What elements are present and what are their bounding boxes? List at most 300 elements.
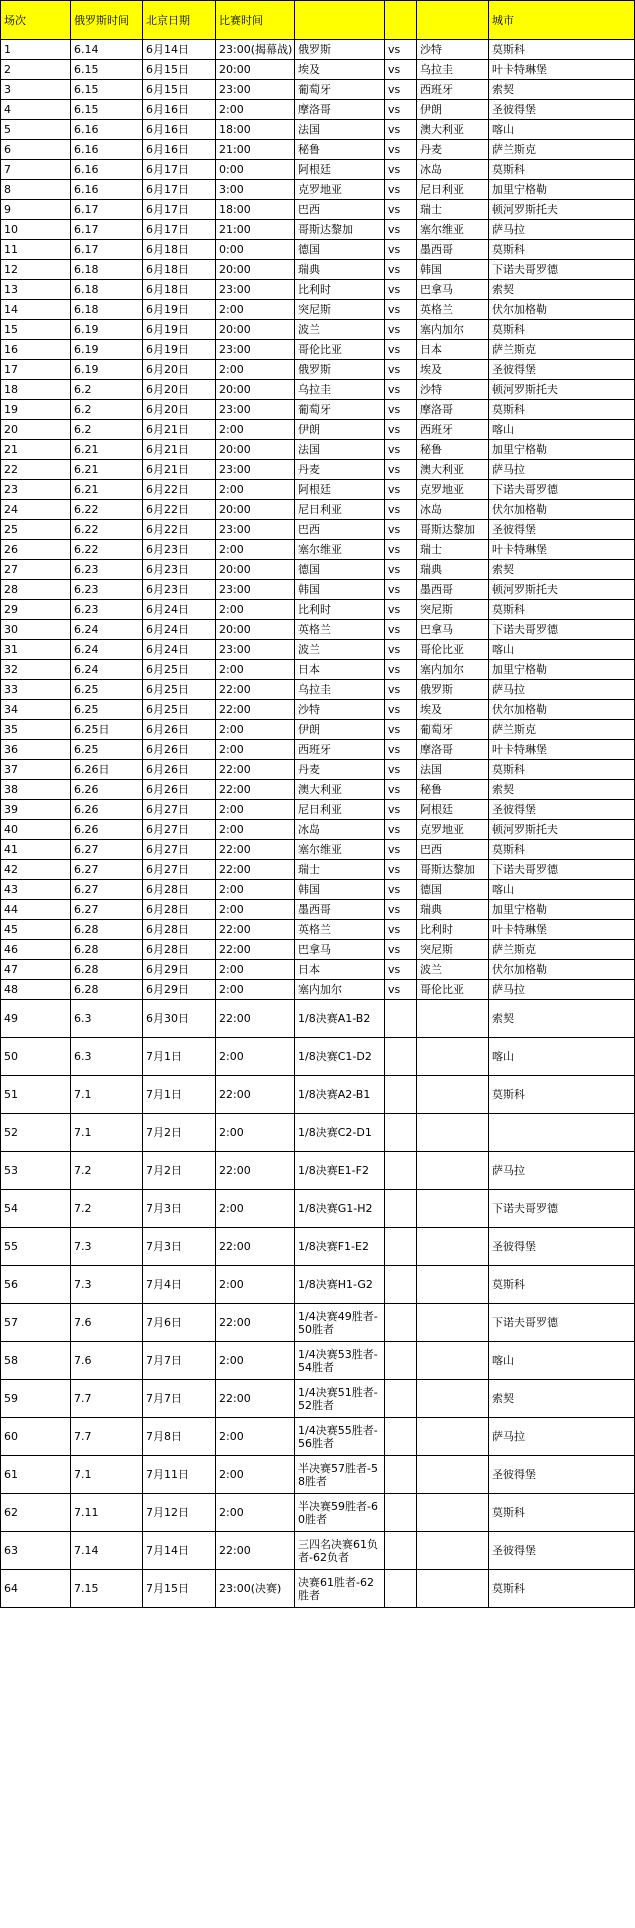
away-team-cell[interactable]: 哥伦比亚: [417, 640, 489, 660]
kickoff-time-cell[interactable]: 23:00: [216, 80, 295, 100]
russia-date-cell[interactable]: 6.26: [71, 820, 143, 840]
kickoff-time-cell[interactable]: 23:00: [216, 640, 295, 660]
vs-cell[interactable]: vs: [385, 240, 417, 260]
city-cell[interactable]: 萨兰斯克: [489, 140, 635, 160]
kickoff-time-cell[interactable]: 23:00: [216, 340, 295, 360]
away-team-cell[interactable]: 沙特: [417, 40, 489, 60]
beijing-date-cell[interactable]: 6月20日: [143, 400, 216, 420]
home-team-cell[interactable]: 哥伦比亚: [295, 340, 385, 360]
header-cell[interactable]: 城市: [489, 1, 635, 40]
home-team-cell[interactable]: 1/8决赛G1-H2: [295, 1190, 385, 1228]
kickoff-time-cell[interactable]: 22:00: [216, 1532, 295, 1570]
city-cell[interactable]: 圣彼得堡: [489, 800, 635, 820]
match-number-cell[interactable]: 33: [1, 680, 71, 700]
kickoff-time-cell[interactable]: 2:00: [216, 820, 295, 840]
kickoff-time-cell[interactable]: 20:00: [216, 380, 295, 400]
city-cell[interactable]: 顿河罗斯托夫: [489, 200, 635, 220]
home-team-cell[interactable]: 波兰: [295, 320, 385, 340]
vs-cell[interactable]: vs: [385, 340, 417, 360]
beijing-date-cell[interactable]: 6月18日: [143, 260, 216, 280]
russia-date-cell[interactable]: 7.11: [71, 1494, 143, 1532]
away-team-cell[interactable]: 墨西哥: [417, 580, 489, 600]
russia-date-cell[interactable]: 6.23: [71, 600, 143, 620]
kickoff-time-cell[interactable]: 2:00: [216, 900, 295, 920]
away-team-cell[interactable]: 西班牙: [417, 80, 489, 100]
kickoff-time-cell[interactable]: 20:00: [216, 260, 295, 280]
beijing-date-cell[interactable]: 6月20日: [143, 380, 216, 400]
russia-date-cell[interactable]: 7.7: [71, 1418, 143, 1456]
home-team-cell[interactable]: 阿根廷: [295, 480, 385, 500]
away-team-cell[interactable]: 墨西哥: [417, 240, 489, 260]
vs-cell[interactable]: [385, 1114, 417, 1152]
russia-date-cell[interactable]: 6.21: [71, 440, 143, 460]
russia-date-cell[interactable]: 6.15: [71, 60, 143, 80]
header-cell[interactable]: [417, 1, 489, 40]
beijing-date-cell[interactable]: 6月21日: [143, 460, 216, 480]
away-team-cell[interactable]: 波兰: [417, 960, 489, 980]
russia-date-cell[interactable]: 7.3: [71, 1228, 143, 1266]
home-team-cell[interactable]: 澳大利亚: [295, 780, 385, 800]
russia-date-cell[interactable]: 6.28: [71, 920, 143, 940]
city-cell[interactable]: 莫斯科: [489, 160, 635, 180]
beijing-date-cell[interactable]: 6月19日: [143, 320, 216, 340]
home-team-cell[interactable]: 冰岛: [295, 820, 385, 840]
kickoff-time-cell[interactable]: 2:00: [216, 540, 295, 560]
city-cell[interactable]: 叶卡特琳堡: [489, 920, 635, 940]
beijing-date-cell[interactable]: 7月3日: [143, 1228, 216, 1266]
vs-cell[interactable]: vs: [385, 40, 417, 60]
home-team-cell[interactable]: 英格兰: [295, 920, 385, 940]
kickoff-time-cell[interactable]: 2:00: [216, 660, 295, 680]
beijing-date-cell[interactable]: 6月22日: [143, 500, 216, 520]
match-number-cell[interactable]: 38: [1, 780, 71, 800]
away-team-cell[interactable]: [417, 1418, 489, 1456]
vs-cell[interactable]: [385, 1266, 417, 1304]
kickoff-time-cell[interactable]: 2:00: [216, 1190, 295, 1228]
vs-cell[interactable]: vs: [385, 180, 417, 200]
vs-cell[interactable]: [385, 1342, 417, 1380]
beijing-date-cell[interactable]: 7月2日: [143, 1152, 216, 1190]
beijing-date-cell[interactable]: 7月15日: [143, 1570, 216, 1608]
city-cell[interactable]: 喀山: [489, 880, 635, 900]
beijing-date-cell[interactable]: 6月22日: [143, 520, 216, 540]
away-team-cell[interactable]: [417, 1114, 489, 1152]
home-team-cell[interactable]: 1/4决赛51胜者-52胜者: [295, 1380, 385, 1418]
kickoff-time-cell[interactable]: 18:00: [216, 120, 295, 140]
home-team-cell[interactable]: 比利时: [295, 600, 385, 620]
beijing-date-cell[interactable]: 6月29日: [143, 960, 216, 980]
match-number-cell[interactable]: 11: [1, 240, 71, 260]
away-team-cell[interactable]: 塞内加尔: [417, 320, 489, 340]
home-team-cell[interactable]: 尼日利亚: [295, 500, 385, 520]
kickoff-time-cell[interactable]: 23:00: [216, 580, 295, 600]
home-team-cell[interactable]: 1/8决赛H1-G2: [295, 1266, 385, 1304]
russia-date-cell[interactable]: 6.28: [71, 940, 143, 960]
home-team-cell[interactable]: 德国: [295, 240, 385, 260]
kickoff-time-cell[interactable]: 0:00: [216, 160, 295, 180]
beijing-date-cell[interactable]: 6月21日: [143, 440, 216, 460]
city-cell[interactable]: 索契: [489, 1380, 635, 1418]
away-team-cell[interactable]: 瑞士: [417, 200, 489, 220]
match-number-cell[interactable]: 17: [1, 360, 71, 380]
city-cell[interactable]: 萨兰斯克: [489, 720, 635, 740]
vs-cell[interactable]: vs: [385, 80, 417, 100]
city-cell[interactable]: 萨马拉: [489, 1418, 635, 1456]
kickoff-time-cell[interactable]: 22:00: [216, 920, 295, 940]
home-team-cell[interactable]: 秘鲁: [295, 140, 385, 160]
away-team-cell[interactable]: [417, 1570, 489, 1608]
home-team-cell[interactable]: 葡萄牙: [295, 80, 385, 100]
home-team-cell[interactable]: 乌拉圭: [295, 680, 385, 700]
home-team-cell[interactable]: 俄罗斯: [295, 40, 385, 60]
vs-cell[interactable]: vs: [385, 160, 417, 180]
kickoff-time-cell[interactable]: 23:00: [216, 280, 295, 300]
match-number-cell[interactable]: 14: [1, 300, 71, 320]
russia-date-cell[interactable]: 6.27: [71, 900, 143, 920]
city-cell[interactable]: 加里宁格勒: [489, 900, 635, 920]
home-team-cell[interactable]: 乌拉圭: [295, 380, 385, 400]
kickoff-time-cell[interactable]: 2:00: [216, 300, 295, 320]
city-cell[interactable]: 下诺夫哥罗德: [489, 1304, 635, 1342]
russia-date-cell[interactable]: 7.14: [71, 1532, 143, 1570]
russia-date-cell[interactable]: 6.23: [71, 580, 143, 600]
russia-date-cell[interactable]: 6.27: [71, 880, 143, 900]
kickoff-time-cell[interactable]: 20:00: [216, 440, 295, 460]
match-number-cell[interactable]: 34: [1, 700, 71, 720]
city-cell[interactable]: 莫斯科: [489, 760, 635, 780]
match-number-cell[interactable]: 15: [1, 320, 71, 340]
vs-cell[interactable]: vs: [385, 980, 417, 1000]
russia-date-cell[interactable]: 7.6: [71, 1342, 143, 1380]
match-number-cell[interactable]: 56: [1, 1266, 71, 1304]
beijing-date-cell[interactable]: 6月15日: [143, 80, 216, 100]
beijing-date-cell[interactable]: 6月24日: [143, 640, 216, 660]
city-cell[interactable]: 莫斯科: [489, 320, 635, 340]
kickoff-time-cell[interactable]: 22:00: [216, 1228, 295, 1266]
russia-date-cell[interactable]: 6.17: [71, 220, 143, 240]
vs-cell[interactable]: [385, 1380, 417, 1418]
match-number-cell[interactable]: 54: [1, 1190, 71, 1228]
match-number-cell[interactable]: 43: [1, 880, 71, 900]
home-team-cell[interactable]: 1/4决赛55胜者-56胜者: [295, 1418, 385, 1456]
match-number-cell[interactable]: 40: [1, 820, 71, 840]
city-cell[interactable]: 莫斯科: [489, 1494, 635, 1532]
match-number-cell[interactable]: 63: [1, 1532, 71, 1570]
russia-date-cell[interactable]: 6.28: [71, 960, 143, 980]
away-team-cell[interactable]: 法国: [417, 760, 489, 780]
vs-cell[interactable]: vs: [385, 520, 417, 540]
header-cell[interactable]: 俄罗斯时间: [71, 1, 143, 40]
city-cell[interactable]: 索契: [489, 1000, 635, 1038]
beijing-date-cell[interactable]: 7月2日: [143, 1114, 216, 1152]
home-team-cell[interactable]: 三四名决赛61负者-62负者: [295, 1532, 385, 1570]
city-cell[interactable]: 下诺夫哥罗德: [489, 260, 635, 280]
match-number-cell[interactable]: 1: [1, 40, 71, 60]
beijing-date-cell[interactable]: 6月21日: [143, 420, 216, 440]
russia-date-cell[interactable]: 6.24: [71, 620, 143, 640]
match-number-cell[interactable]: 57: [1, 1304, 71, 1342]
kickoff-time-cell[interactable]: 22:00: [216, 860, 295, 880]
kickoff-time-cell[interactable]: 2:00: [216, 360, 295, 380]
home-team-cell[interactable]: 1/8决赛A2-B1: [295, 1076, 385, 1114]
match-number-cell[interactable]: 13: [1, 280, 71, 300]
kickoff-time-cell[interactable]: 2:00: [216, 1038, 295, 1076]
city-cell[interactable]: 莫斯科: [489, 1076, 635, 1114]
vs-cell[interactable]: vs: [385, 460, 417, 480]
russia-date-cell[interactable]: 6.19: [71, 360, 143, 380]
russia-date-cell[interactable]: 6.25: [71, 700, 143, 720]
match-number-cell[interactable]: 27: [1, 560, 71, 580]
away-team-cell[interactable]: [417, 1304, 489, 1342]
match-number-cell[interactable]: 3: [1, 80, 71, 100]
vs-cell[interactable]: vs: [385, 740, 417, 760]
russia-date-cell[interactable]: 6.21: [71, 480, 143, 500]
vs-cell[interactable]: vs: [385, 200, 417, 220]
vs-cell[interactable]: vs: [385, 540, 417, 560]
match-number-cell[interactable]: 26: [1, 540, 71, 560]
vs-cell[interactable]: vs: [385, 420, 417, 440]
city-cell[interactable]: 下诺夫哥罗德: [489, 480, 635, 500]
away-team-cell[interactable]: [417, 1152, 489, 1190]
russia-date-cell[interactable]: 6.25: [71, 740, 143, 760]
home-team-cell[interactable]: 1/8决赛C2-D1: [295, 1114, 385, 1152]
home-team-cell[interactable]: 尼日利亚: [295, 800, 385, 820]
city-cell[interactable]: 叶卡特琳堡: [489, 740, 635, 760]
beijing-date-cell[interactable]: 6月19日: [143, 300, 216, 320]
home-team-cell[interactable]: 决赛61胜者-62胜者: [295, 1570, 385, 1608]
kickoff-time-cell[interactable]: 3:00: [216, 180, 295, 200]
match-number-cell[interactable]: 62: [1, 1494, 71, 1532]
beijing-date-cell[interactable]: 6月16日: [143, 120, 216, 140]
away-team-cell[interactable]: 阿根廷: [417, 800, 489, 820]
away-team-cell[interactable]: 德国: [417, 880, 489, 900]
vs-cell[interactable]: vs: [385, 900, 417, 920]
city-cell[interactable]: 伏尔加格勒: [489, 300, 635, 320]
kickoff-time-cell[interactable]: 2:00: [216, 600, 295, 620]
city-cell[interactable]: 叶卡特琳堡: [489, 540, 635, 560]
away-team-cell[interactable]: 丹麦: [417, 140, 489, 160]
kickoff-time-cell[interactable]: 22:00: [216, 1152, 295, 1190]
vs-cell[interactable]: [385, 1418, 417, 1456]
match-number-cell[interactable]: 12: [1, 260, 71, 280]
russia-date-cell[interactable]: 7.15: [71, 1570, 143, 1608]
vs-cell[interactable]: vs: [385, 140, 417, 160]
beijing-date-cell[interactable]: 6月17日: [143, 180, 216, 200]
match-number-cell[interactable]: 28: [1, 580, 71, 600]
beijing-date-cell[interactable]: 7月7日: [143, 1380, 216, 1418]
kickoff-time-cell[interactable]: 22:00: [216, 1076, 295, 1114]
kickoff-time-cell[interactable]: 22:00: [216, 780, 295, 800]
away-team-cell[interactable]: 瑞典: [417, 900, 489, 920]
city-cell[interactable]: 圣彼得堡: [489, 360, 635, 380]
city-cell[interactable]: 加里宁格勒: [489, 660, 635, 680]
away-team-cell[interactable]: 埃及: [417, 360, 489, 380]
beijing-date-cell[interactable]: 6月27日: [143, 800, 216, 820]
away-team-cell[interactable]: 克罗地亚: [417, 480, 489, 500]
russia-date-cell[interactable]: 6.2: [71, 380, 143, 400]
home-team-cell[interactable]: 塞内加尔: [295, 980, 385, 1000]
home-team-cell[interactable]: 克罗地亚: [295, 180, 385, 200]
russia-date-cell[interactable]: 6.2: [71, 420, 143, 440]
beijing-date-cell[interactable]: 6月28日: [143, 940, 216, 960]
kickoff-time-cell[interactable]: 2:00: [216, 980, 295, 1000]
match-number-cell[interactable]: 46: [1, 940, 71, 960]
match-number-cell[interactable]: 44: [1, 900, 71, 920]
match-number-cell[interactable]: 58: [1, 1342, 71, 1380]
russia-date-cell[interactable]: 6.25: [71, 680, 143, 700]
russia-date-cell[interactable]: 6.16: [71, 120, 143, 140]
beijing-date-cell[interactable]: 6月26日: [143, 780, 216, 800]
vs-cell[interactable]: vs: [385, 400, 417, 420]
vs-cell[interactable]: [385, 1076, 417, 1114]
beijing-date-cell[interactable]: 6月15日: [143, 60, 216, 80]
beijing-date-cell[interactable]: 6月25日: [143, 680, 216, 700]
kickoff-time-cell[interactable]: 2:00: [216, 420, 295, 440]
kickoff-time-cell[interactable]: 23:00: [216, 400, 295, 420]
russia-date-cell[interactable]: 6.19: [71, 320, 143, 340]
match-number-cell[interactable]: 45: [1, 920, 71, 940]
match-number-cell[interactable]: 64: [1, 1570, 71, 1608]
russia-date-cell[interactable]: 6.16: [71, 160, 143, 180]
home-team-cell[interactable]: 半决赛57胜者-58胜者: [295, 1456, 385, 1494]
city-cell[interactable]: 圣彼得堡: [489, 520, 635, 540]
away-team-cell[interactable]: 塞尔维亚: [417, 220, 489, 240]
away-team-cell[interactable]: 俄罗斯: [417, 680, 489, 700]
russia-date-cell[interactable]: 6.18: [71, 260, 143, 280]
vs-cell[interactable]: [385, 1304, 417, 1342]
russia-date-cell[interactable]: 7.7: [71, 1380, 143, 1418]
vs-cell[interactable]: vs: [385, 760, 417, 780]
city-cell[interactable]: 顿河罗斯托夫: [489, 380, 635, 400]
kickoff-time-cell[interactable]: 2:00: [216, 1456, 295, 1494]
city-cell[interactable]: 萨马拉: [489, 460, 635, 480]
vs-cell[interactable]: vs: [385, 100, 417, 120]
russia-date-cell[interactable]: 6.26日: [71, 760, 143, 780]
match-number-cell[interactable]: 20: [1, 420, 71, 440]
home-team-cell[interactable]: 阿根廷: [295, 160, 385, 180]
home-team-cell[interactable]: 波兰: [295, 640, 385, 660]
beijing-date-cell[interactable]: 6月22日: [143, 480, 216, 500]
home-team-cell[interactable]: 法国: [295, 440, 385, 460]
russia-date-cell[interactable]: 6.26: [71, 800, 143, 820]
city-cell[interactable]: 喀山: [489, 1038, 635, 1076]
vs-cell[interactable]: [385, 1190, 417, 1228]
vs-cell[interactable]: [385, 1456, 417, 1494]
russia-date-cell[interactable]: 6.17: [71, 200, 143, 220]
beijing-date-cell[interactable]: 6月25日: [143, 700, 216, 720]
vs-cell[interactable]: vs: [385, 620, 417, 640]
away-team-cell[interactable]: 日本: [417, 340, 489, 360]
city-cell[interactable]: 下诺夫哥罗德: [489, 860, 635, 880]
home-team-cell[interactable]: 巴拿马: [295, 940, 385, 960]
home-team-cell[interactable]: 1/8决赛E1-F2: [295, 1152, 385, 1190]
vs-cell[interactable]: vs: [385, 280, 417, 300]
home-team-cell[interactable]: 瑞士: [295, 860, 385, 880]
city-cell[interactable]: 莫斯科: [489, 240, 635, 260]
away-team-cell[interactable]: 巴西: [417, 840, 489, 860]
home-team-cell[interactable]: 1/4决赛49胜者-50胜者: [295, 1304, 385, 1342]
city-cell[interactable]: 喀山: [489, 120, 635, 140]
beijing-date-cell[interactable]: 6月27日: [143, 820, 216, 840]
beijing-date-cell[interactable]: 6月18日: [143, 280, 216, 300]
vs-cell[interactable]: vs: [385, 880, 417, 900]
city-cell[interactable]: 伏尔加格勒: [489, 500, 635, 520]
city-cell[interactable]: 莫斯科: [489, 840, 635, 860]
home-team-cell[interactable]: 日本: [295, 960, 385, 980]
home-team-cell[interactable]: 俄罗斯: [295, 360, 385, 380]
away-team-cell[interactable]: [417, 1076, 489, 1114]
match-number-cell[interactable]: 39: [1, 800, 71, 820]
kickoff-time-cell[interactable]: 22:00: [216, 700, 295, 720]
match-number-cell[interactable]: 18: [1, 380, 71, 400]
vs-cell[interactable]: vs: [385, 660, 417, 680]
match-number-cell[interactable]: 29: [1, 600, 71, 620]
away-team-cell[interactable]: 塞内加尔: [417, 660, 489, 680]
kickoff-time-cell[interactable]: 22:00: [216, 940, 295, 960]
match-number-cell[interactable]: 60: [1, 1418, 71, 1456]
beijing-date-cell[interactable]: 6月17日: [143, 200, 216, 220]
match-number-cell[interactable]: 47: [1, 960, 71, 980]
match-number-cell[interactable]: 16: [1, 340, 71, 360]
vs-cell[interactable]: vs: [385, 820, 417, 840]
match-number-cell[interactable]: 24: [1, 500, 71, 520]
beijing-date-cell[interactable]: 7月7日: [143, 1342, 216, 1380]
match-number-cell[interactable]: 59: [1, 1380, 71, 1418]
city-cell[interactable]: 下诺夫哥罗德: [489, 620, 635, 640]
home-team-cell[interactable]: 塞尔维亚: [295, 840, 385, 860]
away-team-cell[interactable]: [417, 1228, 489, 1266]
kickoff-time-cell[interactable]: 2:00: [216, 880, 295, 900]
city-cell[interactable]: 伏尔加格勒: [489, 960, 635, 980]
vs-cell[interactable]: vs: [385, 780, 417, 800]
city-cell[interactable]: 索契: [489, 80, 635, 100]
city-cell[interactable]: 叶卡特琳堡: [489, 60, 635, 80]
beijing-date-cell[interactable]: 6月24日: [143, 600, 216, 620]
city-cell[interactable]: 萨马拉: [489, 680, 635, 700]
away-team-cell[interactable]: 伊朗: [417, 100, 489, 120]
match-number-cell[interactable]: 7: [1, 160, 71, 180]
city-cell[interactable]: 莫斯科: [489, 40, 635, 60]
match-number-cell[interactable]: 36: [1, 740, 71, 760]
vs-cell[interactable]: vs: [385, 480, 417, 500]
away-team-cell[interactable]: 沙特: [417, 380, 489, 400]
vs-cell[interactable]: vs: [385, 300, 417, 320]
beijing-date-cell[interactable]: 6月23日: [143, 540, 216, 560]
beijing-date-cell[interactable]: 6月28日: [143, 900, 216, 920]
vs-cell[interactable]: [385, 1152, 417, 1190]
beijing-date-cell[interactable]: 6月30日: [143, 1000, 216, 1038]
russia-date-cell[interactable]: 7.1: [71, 1456, 143, 1494]
vs-cell[interactable]: [385, 1532, 417, 1570]
home-team-cell[interactable]: 德国: [295, 560, 385, 580]
header-cell[interactable]: 比赛时间: [216, 1, 295, 40]
beijing-date-cell[interactable]: 7月11日: [143, 1456, 216, 1494]
beijing-date-cell[interactable]: 7月3日: [143, 1190, 216, 1228]
home-team-cell[interactable]: 半决赛59胜者-60胜者: [295, 1494, 385, 1532]
beijing-date-cell[interactable]: 6月23日: [143, 560, 216, 580]
vs-cell[interactable]: vs: [385, 700, 417, 720]
away-team-cell[interactable]: 冰岛: [417, 500, 489, 520]
kickoff-time-cell[interactable]: 22:00: [216, 1380, 295, 1418]
away-team-cell[interactable]: 巴拿马: [417, 620, 489, 640]
home-team-cell[interactable]: 比利时: [295, 280, 385, 300]
russia-date-cell[interactable]: 6.16: [71, 140, 143, 160]
home-team-cell[interactable]: 伊朗: [295, 420, 385, 440]
beijing-date-cell[interactable]: 6月16日: [143, 140, 216, 160]
home-team-cell[interactable]: 墨西哥: [295, 900, 385, 920]
russia-date-cell[interactable]: 6.18: [71, 300, 143, 320]
beijing-date-cell[interactable]: 6月26日: [143, 720, 216, 740]
